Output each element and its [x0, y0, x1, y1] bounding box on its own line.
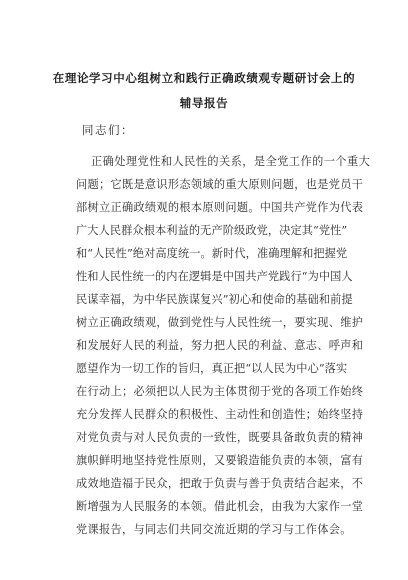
body-line: 在行动上；必须把以人民为主体贯彻于党的各项工作始终: [76, 385, 364, 398]
body-line: 和“人民性”绝对高度统一。新时代，准确理解和把握党: [76, 247, 348, 260]
body-line: 树立正确政绩观，做到党性与人民性统一，要实现、维护: [76, 316, 364, 329]
document-title-line-1: 在理论学习中心组树立和践行正确政绩观专题研讨会上的: [52, 71, 356, 85]
body-line: 性和人民性统一的内在逻辑是中国共产党践行“为中国人: [76, 270, 353, 283]
body-line: 断增强为人民服务的本领。借此机会，由我为大家作一堂: [76, 500, 364, 513]
body-line: 党课报告，与同志们共同交流近期的学习与工作体会。: [76, 523, 352, 536]
body-line: 广大人民群众根本利益的无产阶级政党，决定其“党性”: [76, 224, 348, 237]
body-line: 部树立正确政绩观的根本原则问题。中国共产党作为代表: [76, 201, 364, 214]
body-line: 民谋幸福，为中华民族谋复兴”初心和使命的基础和前提: [76, 293, 353, 306]
greeting: 同志们：: [82, 123, 134, 137]
body-line: 愿望作为一切工作的旨归，真正把“以人民为中心”落实: [76, 362, 348, 375]
body-line: 和发展好人民的利益，努力把人民的利益、意志、呼声和: [76, 339, 364, 352]
document-title-line-2: 辅导报告: [179, 96, 229, 110]
body-line: 问题；它既是意识形态领域的重大原则问题，也是党员干: [76, 178, 364, 191]
body-line: 成效地造福于民众，把敢于负责与善于负责结合起来，不: [76, 477, 364, 490]
body-line: 充分发挥人民群众的积极性、主动性和创造性；始终坚持: [76, 408, 364, 421]
body-line: 正确处理党性和人民性的关系，是全党工作的一个重大: [91, 155, 371, 168]
body-line: 对党负责与对人民负责的一致性，既要具备敢负责的精神: [76, 431, 364, 444]
body-line: 旗帜鲜明地坚持党性原则，又要锻造能负责的本领，富有: [76, 454, 364, 467]
